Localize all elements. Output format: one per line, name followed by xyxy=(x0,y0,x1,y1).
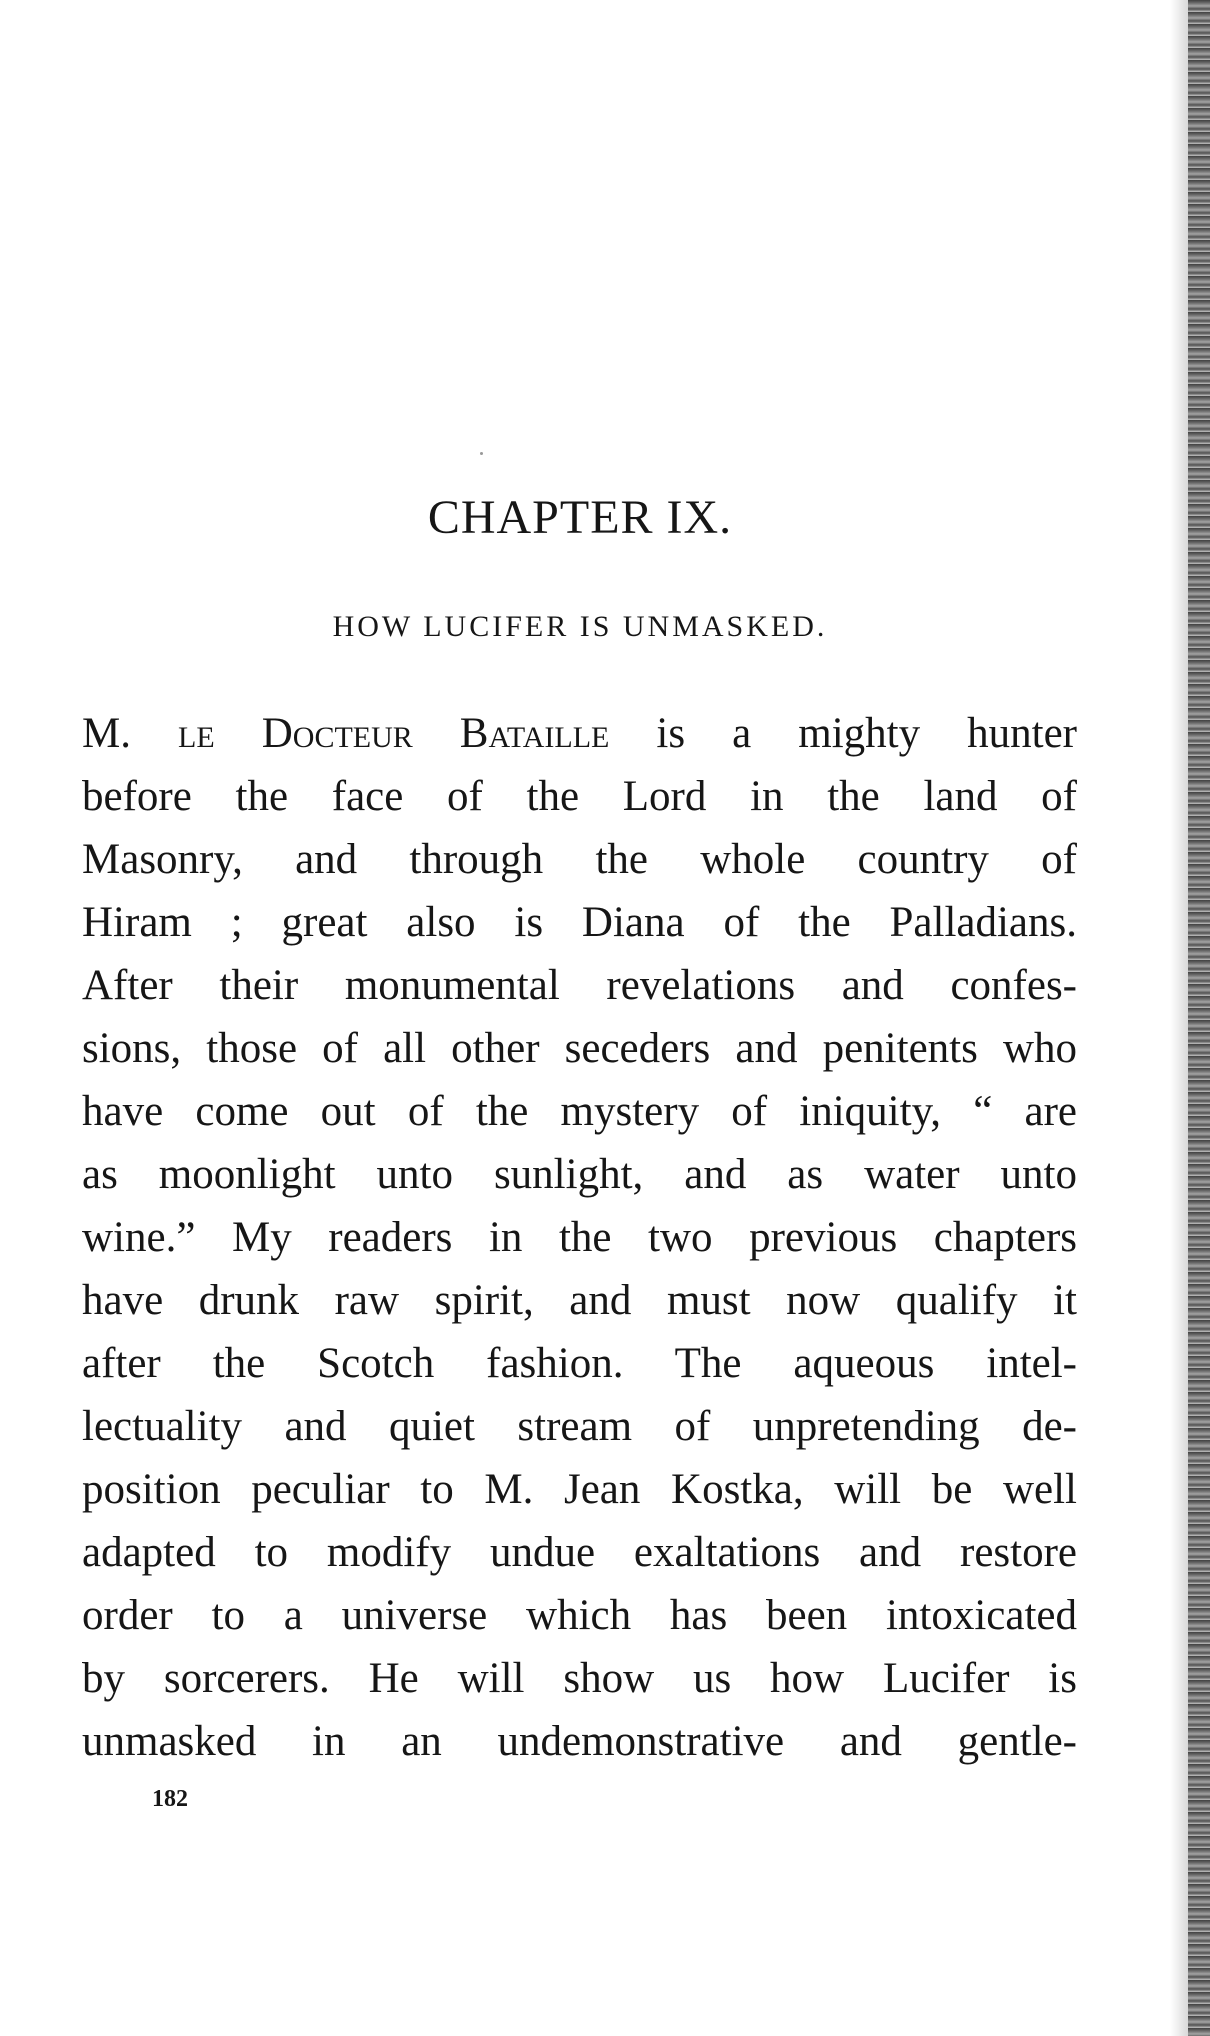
text-line-12: lectuality and quiet stream of unpretending de- xyxy=(82,1403,1077,1450)
text-line-1-end: is a mighty hunter xyxy=(609,710,1078,757)
body-text xyxy=(82,702,1077,1773)
text-line-15: order to a universe which has been intoxicated xyxy=(82,1592,1077,1639)
text-line-6: sions, those of all other seceders and penitents who xyxy=(82,1025,1077,1072)
text-line-9: wine.” My readers in the two previous chapters xyxy=(82,1214,1077,1261)
text-line-1-start: M. xyxy=(82,710,179,757)
text-line-14: adapted to modify undue exaltations and restore xyxy=(82,1529,1077,1576)
text-line-13: position peculiar to M. Jean Kostka, will be well xyxy=(82,1466,1077,1513)
text-line-17: unmasked in an undemonstrative and gentle- xyxy=(82,1718,1077,1765)
page-number: 182 xyxy=(152,1786,188,1812)
chapter-title: CHAPTER IX. xyxy=(427,491,733,544)
text-line-7: have come out of the mystery of iniquity, “ are xyxy=(82,1088,1077,1135)
text-line-11: after the Scotch fashion. The aqueous intel- xyxy=(82,1340,1077,1387)
text-line-3: Masonry, and through the whole country of xyxy=(82,836,1077,883)
binding-shadow xyxy=(1170,0,1188,2036)
text-line-16: by sorcerers. He will show us how Lucifer is xyxy=(82,1655,1077,1702)
binding-edge xyxy=(1188,0,1210,2036)
paper-speck xyxy=(480,452,483,455)
text-line-8: as moonlight unto sunlight, and as water unto xyxy=(82,1151,1077,1198)
text-line-1-name: le Docteur Bataille xyxy=(178,710,610,757)
text-line-5: After their monumental revelations and confes- xyxy=(82,962,1077,1009)
text-line-2: before the face of the Lord in the land of xyxy=(82,773,1077,820)
chapter-subtitle: HOW LUCIFER IS UNMASKED. xyxy=(332,610,828,643)
text-line-4: Hiram ; great also is Diana of the Palladians. xyxy=(82,899,1077,946)
text-line-1 xyxy=(82,702,1077,765)
text-line-10: have drunk raw spirit, and must now qualify it xyxy=(82,1277,1077,1324)
